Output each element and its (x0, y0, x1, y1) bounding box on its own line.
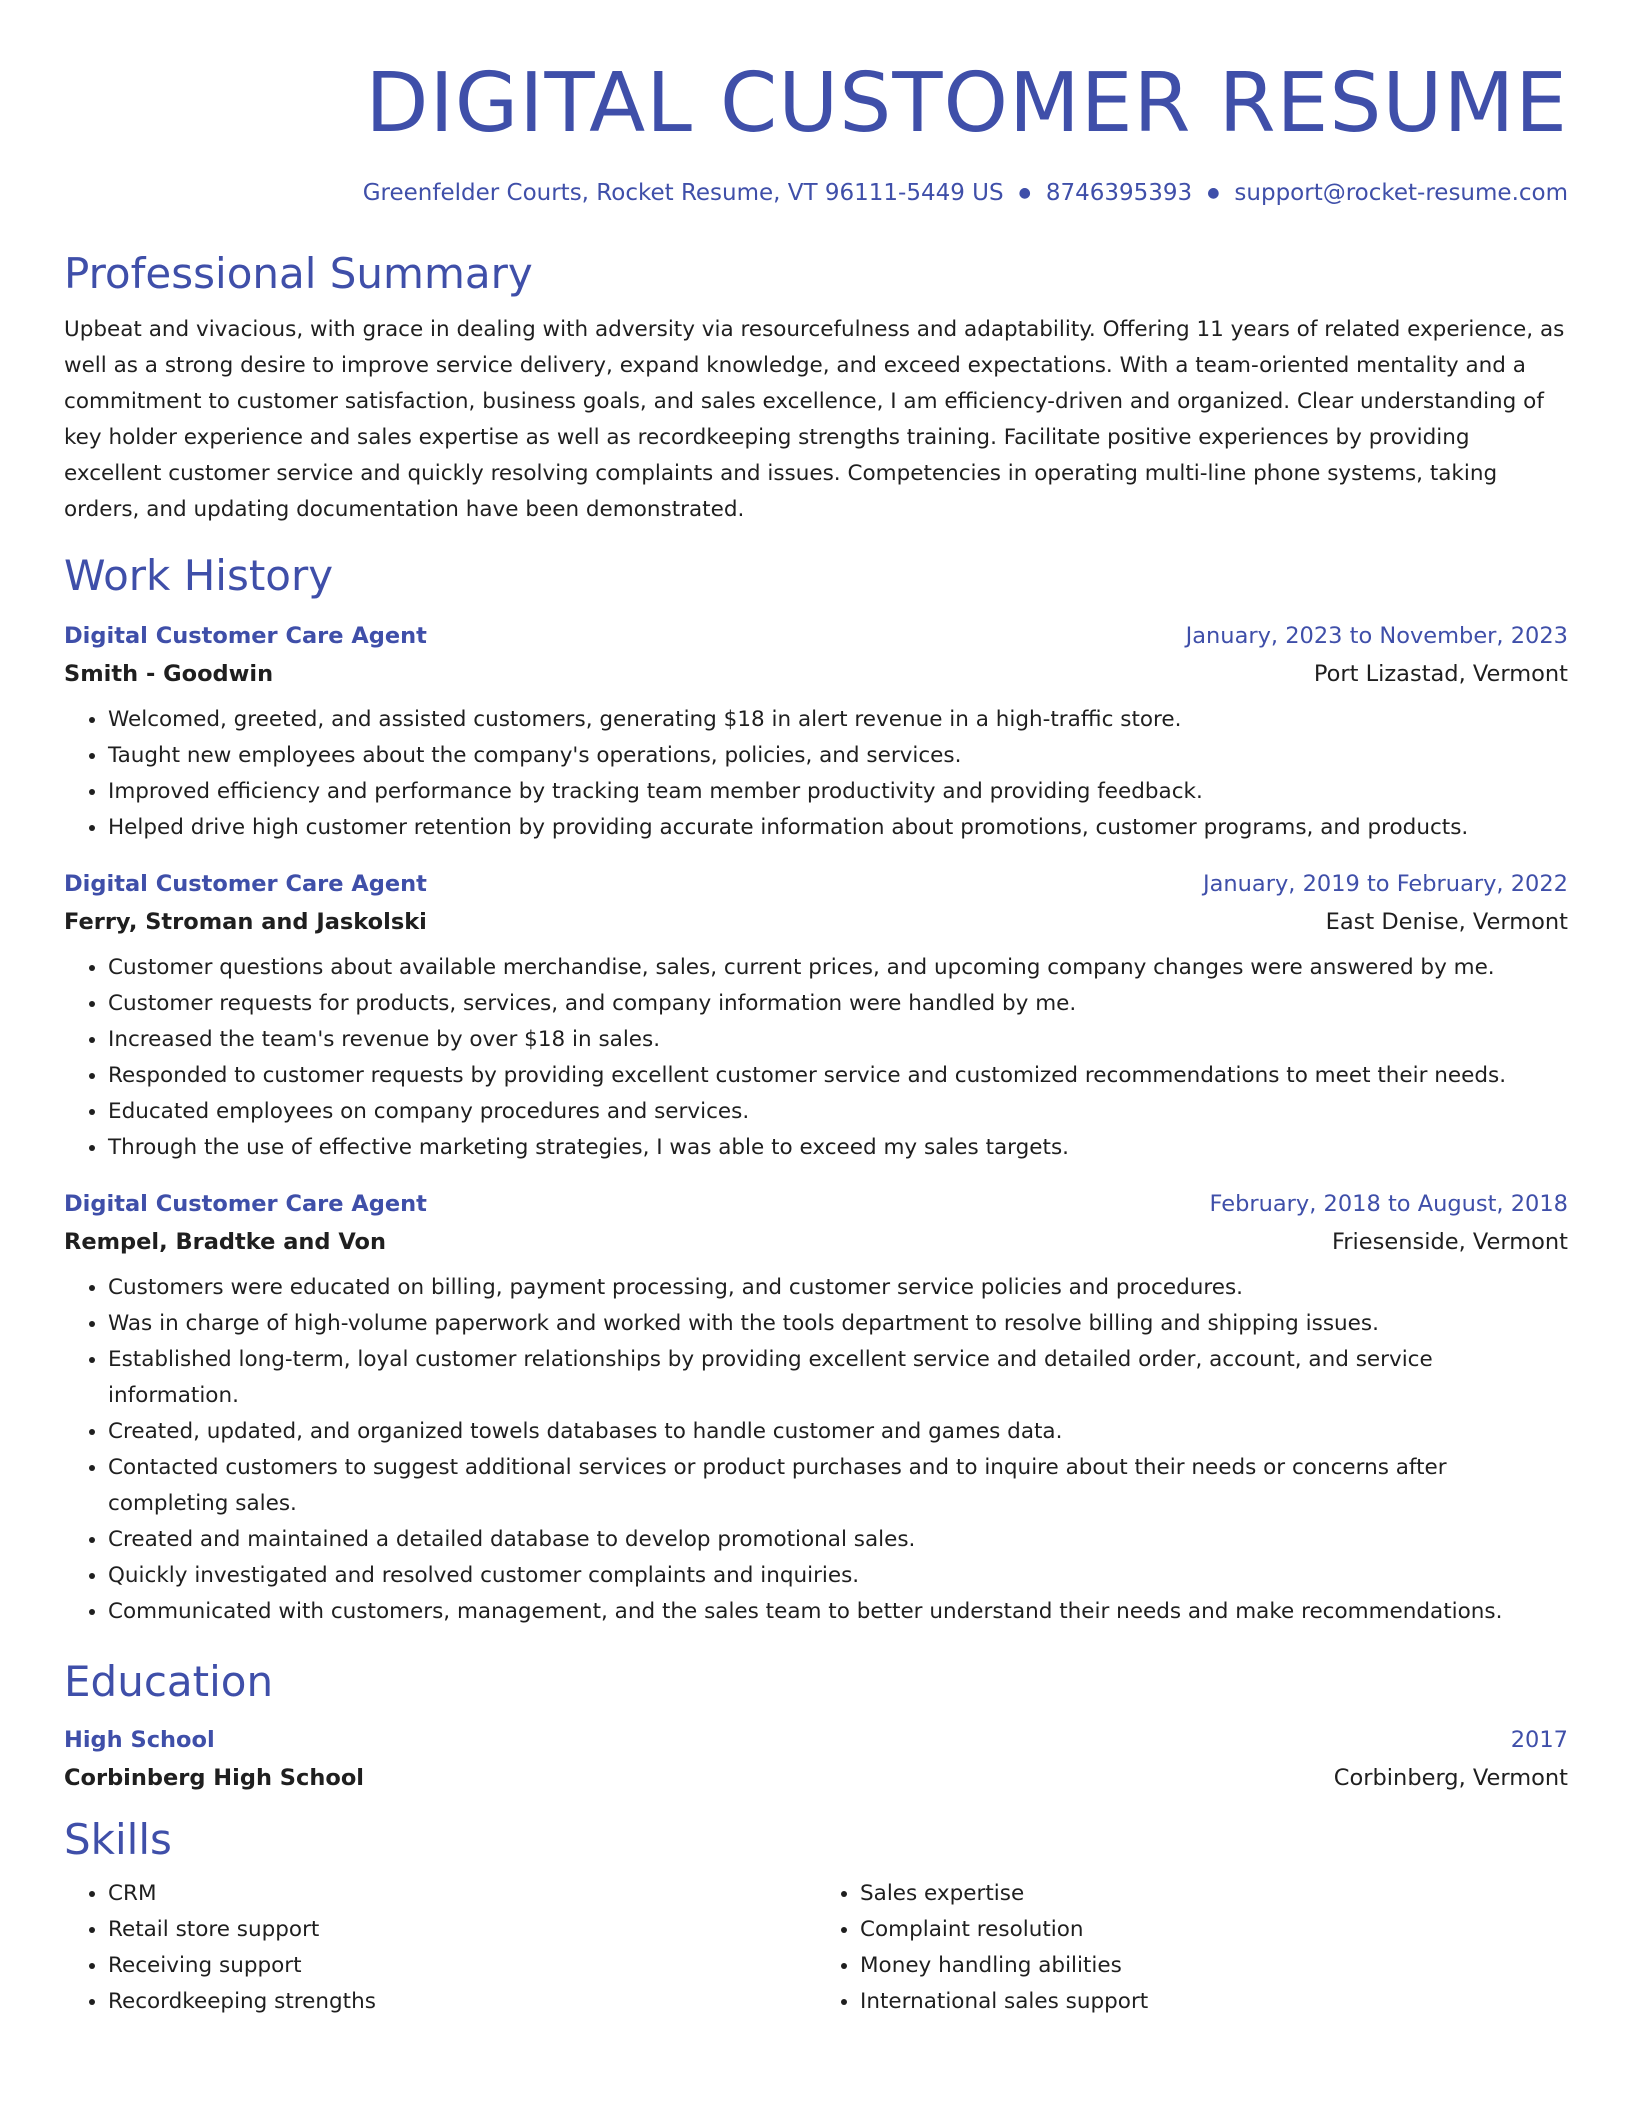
skill-item: • Retail store support (108, 1912, 816, 1948)
job-role: Digital Customer Care Agent (64, 623, 427, 649)
work-history-heading: Work History (64, 551, 334, 600)
summary-text: Upbeat and vivacious, with grace in dealing with adversity via resourcefulness and adaptability. Offering 11 years of related experience, as well as a strong desire to improve service delivery, expand knowledge, and exceed expectations. With a team-oriented mentality and a commitment to customer satisfaction, business goals, and sales excellence, I am efficiency-driven and organized. Clear understanding of key holder experience and sales expertise as well as recordkeeping strengths training. Facilitate positive experiences by providing excellent customer service and quickly resolving complaints and issues. Competencies in operating multi-line phone systems, taking orders, and updating documentation have been demonstrated. (64, 317, 1565, 522)
education-school: Corbinberg High School (64, 1765, 364, 1791)
job-company: Smith - Goodwin (64, 661, 274, 687)
education-location: Corbinberg, Vermont (1333, 1765, 1568, 1791)
job-bullet: • Created and maintained a detailed database to develop promotional sales. (108, 1522, 1568, 1558)
job-location: Port Lizastad, Vermont (1313, 661, 1568, 687)
job-company: Rempel, Bradtke and Von (64, 1229, 387, 1255)
skill-item: • Sales expertise (860, 1876, 1568, 1912)
job-company: Ferry, Stroman and Jaskolski (64, 909, 427, 935)
job-dates: January, 2019 to February, 2022 (1202, 871, 1568, 897)
job-bullet: • Educated employees on company procedures and services. (108, 1094, 1568, 1130)
education-entry (64, 1722, 1568, 1798)
skill-item: • CRM (108, 1876, 816, 1912)
separator-dot: ● (1207, 185, 1220, 201)
contact-phone: 8746395393 (1045, 180, 1193, 206)
education-heading: Education (64, 1657, 274, 1706)
job-bullet: • Contacted customers to suggest additional services or product purchases and to inquire about their needs or concerns after completing sales. (108, 1450, 1568, 1522)
work-history-list (64, 618, 1568, 1630)
summary-heading: Professional Summary (64, 249, 533, 298)
job-entry (64, 1186, 1568, 1630)
job-entry (64, 866, 1568, 1166)
job-bullet: • Through the use of effective marketing strategies, I was able to exceed my sales targets. (108, 1130, 1568, 1166)
contact-line (64, 180, 1568, 206)
job-dates: February, 2018 to August, 2018 (1209, 1191, 1568, 1217)
skill-item: • Recordkeeping strengths (108, 1984, 816, 2020)
skills-heading: Skills (64, 1815, 172, 1864)
job-bullets (64, 950, 1568, 1166)
contact-email[interactable]: support@rocket-resume.com (1234, 180, 1568, 206)
skill-item: • Receiving support (108, 1948, 816, 1984)
resume-header (64, 0, 1568, 206)
skills-column-right (816, 1876, 1568, 2020)
job-bullet: • Customer requests for products, services, and company information were handled by me. (108, 986, 1568, 1022)
job-bullet: • Communicated with customers, management, and the sales team to better understand their needs and make recommendations. (108, 1594, 1568, 1630)
job-bullet: • Was in charge of high-volume paperwork and worked with the tools department to resolve billing and shipping issues. (108, 1306, 1568, 1342)
resume-title: DIGITAL CUSTOMER RESUME (365, 56, 1568, 151)
education-year: 2017 (1510, 1727, 1568, 1753)
skill-item: • Complaint resolution (860, 1912, 1568, 1948)
job-bullet: • Taught new employees about the company's operations, policies, and services. (108, 738, 1568, 774)
skill-item: • International sales support (860, 1984, 1568, 2020)
job-bullet: • Responded to customer requests by providing excellent customer service and customized recommendations to meet their needs. (108, 1058, 1568, 1094)
job-dates: January, 2023 to November, 2023 (1185, 623, 1568, 649)
job-bullet: • Welcomed, greeted, and assisted customers, generating $18 in alert revenue in a high-traffic store. (108, 702, 1568, 738)
job-bullet: • Increased the team's revenue by over $18 in sales. (108, 1022, 1568, 1058)
skills-grid (64, 1876, 1568, 2020)
job-bullet: • Established long-term, loyal customer relationships by providing excellent service and detailed order, account, and service information. (108, 1342, 1568, 1414)
skill-item: • Money handling abilities (860, 1948, 1568, 1984)
job-bullets (64, 702, 1568, 846)
job-bullet: • Customer questions about available merchandise, sales, current prices, and upcoming company changes were answered by me. (108, 950, 1568, 986)
job-location: East Denise, Vermont (1325, 909, 1568, 935)
job-role: Digital Customer Care Agent (64, 871, 427, 897)
job-bullets (64, 1270, 1568, 1630)
education-degree: High School (64, 1727, 215, 1753)
job-bullet: • Improved efficiency and performance by tracking team member productivity and providing feedback. (108, 774, 1568, 810)
job-bullet: • Helped drive high customer retention by providing accurate information about promotions, customer programs, and products. (108, 810, 1568, 846)
skills-column-left (64, 1876, 816, 2020)
job-bullet: • Created, updated, and organized towels databases to handle customer and games data. (108, 1414, 1568, 1450)
job-role: Digital Customer Care Agent (64, 1191, 427, 1217)
job-bullet: • Customers were educated on billing, payment processing, and customer service policies and procedures. (108, 1270, 1568, 1306)
job-entry (64, 618, 1568, 846)
contact-address: Greenfelder Courts, Rocket Resume, VT 96111-5449 US (362, 180, 1004, 206)
separator-dot: ● (1018, 185, 1031, 201)
job-location: Friesenside, Vermont (1332, 1229, 1568, 1255)
job-bullet: • Quickly investigated and resolved customer complaints and inquiries. (108, 1558, 1568, 1594)
